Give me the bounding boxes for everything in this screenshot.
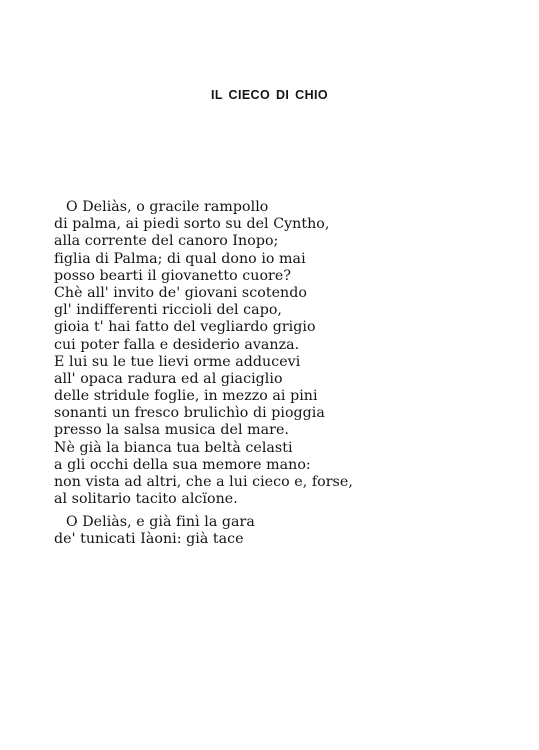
verse-line: gl' indifferenti riccioli del capo,	[54, 302, 282, 319]
verse-line: figlia di Palma; di qual dono io mai	[54, 250, 306, 267]
verse-line: alla corrente del canoro Inopo;	[54, 233, 279, 250]
verse-line: Nè già la bianca tua beltà celasti	[54, 439, 293, 456]
verse-line: delle stridule foglie, in mezzo ai pini	[54, 388, 318, 405]
verse-line: non vista ad altri, che a lui cieco e, forse,	[54, 474, 353, 490]
verse-line: presso la salsa musica del mare.	[54, 422, 289, 439]
verse-line: posso bearti il giovanetto cuore?	[54, 267, 291, 284]
verse-line: al solitario tacito alcïone.	[54, 491, 238, 508]
verse-line: sonanti un fresco brulichìo di pioggia	[54, 405, 325, 422]
verse-line: a gli occhi della sua memore mano:	[54, 456, 311, 473]
verse-line: O Deliàs, e già finì la gara	[66, 514, 255, 530]
verse-line: O Deliàs, o gracile rampollo	[66, 199, 269, 215]
stanza-2	[54, 514, 514, 548]
verse-line: all' opaca radura ed al giaciglio	[54, 370, 283, 387]
verse-line: Chè all' invito de' giovani scotendo	[54, 284, 307, 301]
verse-line: de' tunicati Iàoni: già tace	[54, 531, 244, 548]
poem-title: IL CIECO DI CHIO	[210, 88, 329, 102]
verse-line: di palma, ai piedi sorto su del Cyntho,	[54, 216, 330, 233]
stanza-1	[54, 199, 514, 508]
verse-line: gioia t' hai fatto del vegliardo grigio	[54, 319, 316, 336]
verse-line: cui poter falla e desiderio avanza.	[54, 336, 300, 353]
verse-line: E lui su le tue lievi orme adducevi	[54, 353, 301, 370]
